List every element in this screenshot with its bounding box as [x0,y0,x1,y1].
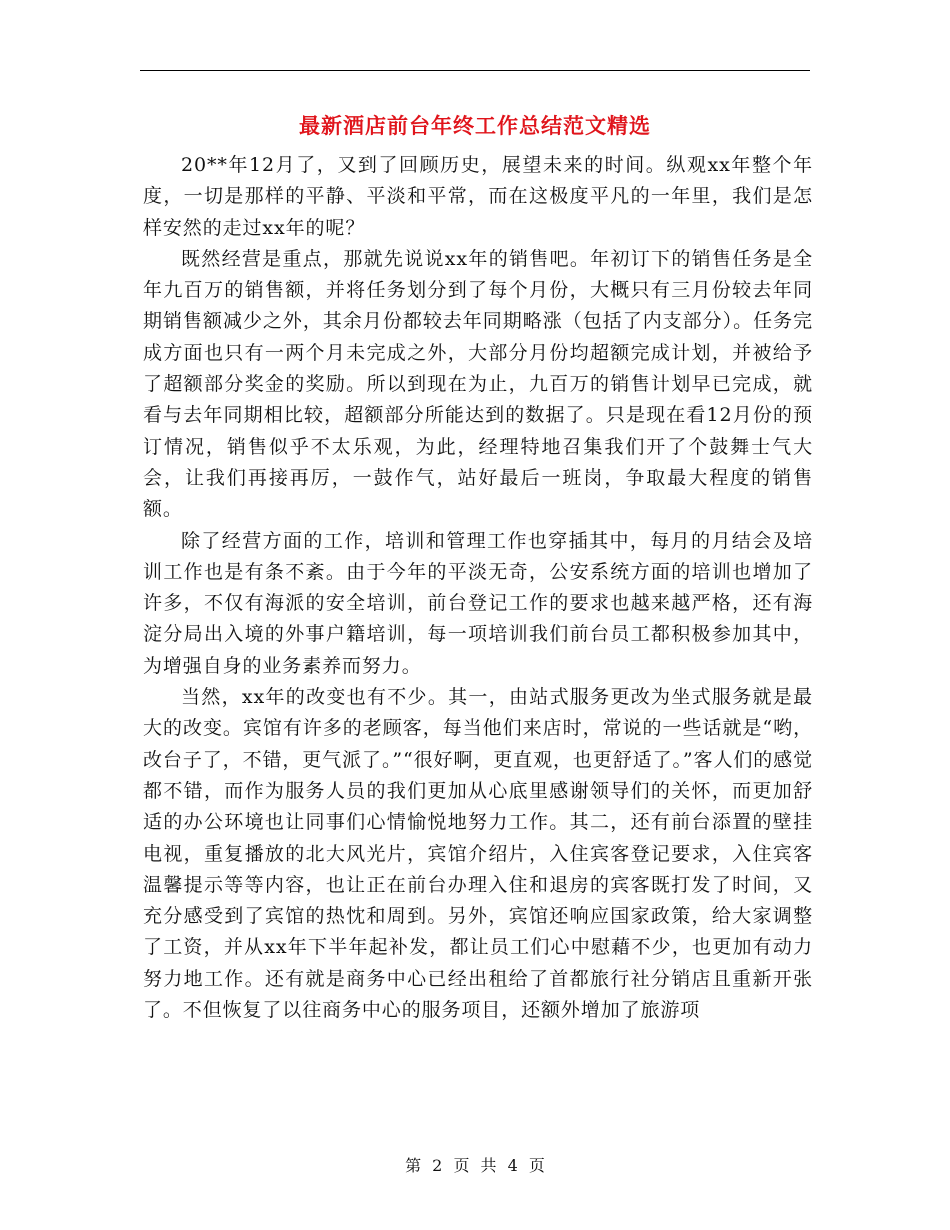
page-number-footer: 第 2 页 共 4 页 [405,1156,545,1175]
paragraph-1: 20**年12月了，又到了回顾历史，展望未来的时间。纵观xx年整个年度，一切是那样的平静、平淡和平常，而在这极度平凡的一年里，我们是怎样安然的走过xx年的呢？ [143,154,813,239]
paragraph-2: 既然经营是重点，那就先说说xx年的销售吧。年初订下的销售任务是全年九百万的销售额，并将任务划分到了每个月份，大概只有三月份较去年同期销售额减少之外，其余月份都较去年同期略涨（包括了内支部分）。任务完成方面也只有一两个月未完成之外，大部分月份均超额完成计划，并被给予了超额部分奖金的奖励。所以到现在为止，九百万的销售计划早已完成，就看与去年同期相比较，超额部分所能达到的数据了。只是现在看12月份的预订情况，销售似乎不太乐观，为此，经理特地召集我们开了个鼓舞士气大会，让我们再接再厉，一鼓作气，站好最后一班岗，争取最大程度的销售额。 [143,247,813,521]
paragraph-3: 除了经营方面的工作，培训和管理工作也穿插其中，每月的月结会及培训工作也是有条不紊。由于今年的平淡无奇，公安系统方面的培训也增加了许多，不仅有海派的安全培训，前台登记工作的要求也越来越严格，还有海淀分局出入境的外事户籍培训，每一项培训我们前台员工都积极参加其中，为增强自身的业务素养而努力。 [143,529,813,677]
paragraph-4: 当然，xx年的改变也有不少。其一，由站式服务更改为坐式服务就是最大的改变。宾馆有许多的老顾客，每当他们来店时，常说的一些话就是“哟，改台子了，不错，更气派了。”“很好啊，更直观，也更舒适了。”客人们的感觉都不错，而作为服务人员的我们更加从心底里感谢领导们的关怀，而更加舒适的办公环境也让同事们心情愉悦地努力工作。其二，还有前台添置的壁挂电视，重复播放的北大风光片，宾馆介绍片，入住宾客登记要求，入住宾客温馨提示等等内容，也让正在前台办理入住和退房的宾客既打发了时间，又充分感受到了宾馆的热忱和周到。另外，宾馆还响应国家政策，给大家调整了工资，并从xx年下半年起补发，都让员工们心中慰藉不少，也更加有动力努力地工作。还有就是商务中心已经出租给了首都旅行社分销店且重新开张了。不但恢复了以往商务中心的服务项目，还额外增加了旅游项 [143,686,813,1022]
header-rule [140,70,810,71]
document-body [143,150,813,1026]
document-title: 最新酒店前台年终工作总结范文精选 [299,113,651,138]
